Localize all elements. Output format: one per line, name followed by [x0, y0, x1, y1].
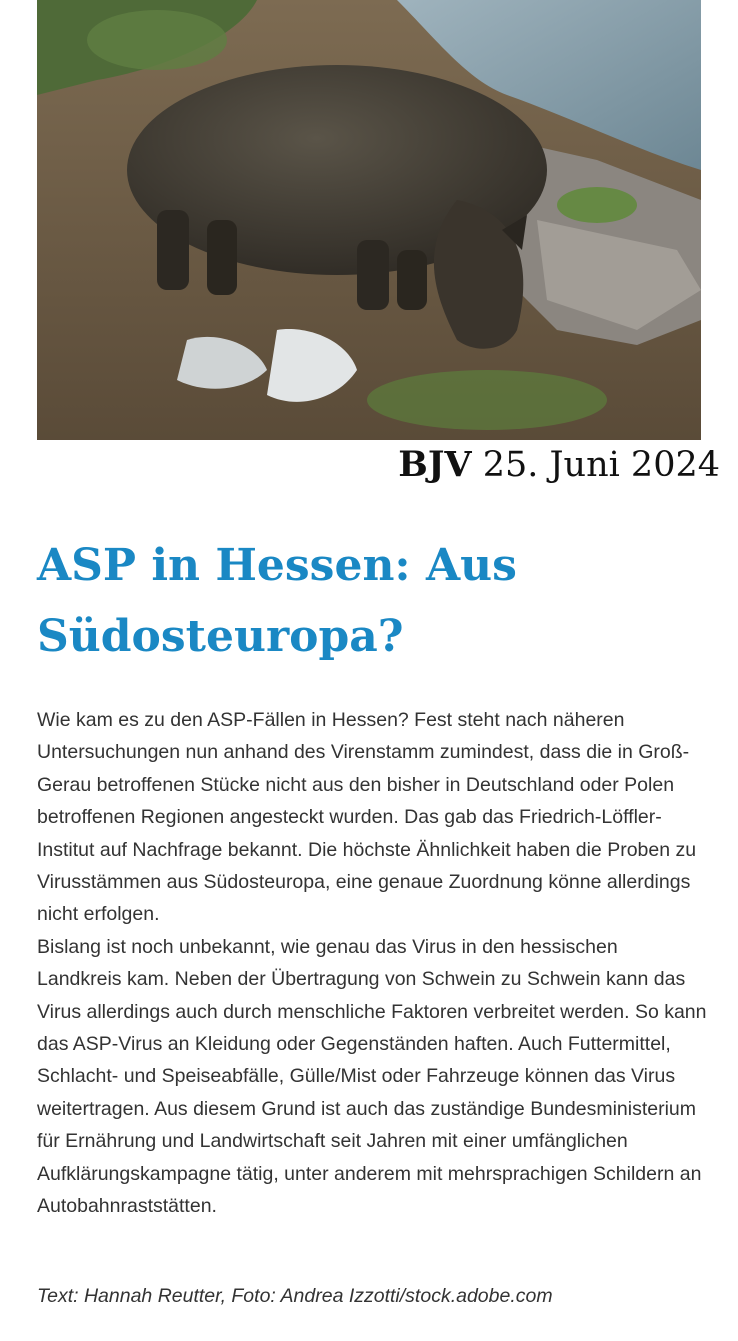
source-date-stamp: [398, 442, 720, 488]
wild-boar-image: [37, 0, 701, 440]
body-paragraph-1: Wie kam es zu den ASP-Fällen in Hessen? Fest steht nach näheren Untersuchungen nun anhand des Virenstamm zumindest, dass die in Groß-Gerau betroffenen Stücke nicht aus den bisher in Deutschland oder Polen betroffenen Regionen angesteckt wurden. Das gab das Friedrich-Löffler-Institut auf Nachfrage bekannt. Die höchste Ähnlichkeit haben die Proben zu Virusstämmen aus Südosteuropa, eine genaue Zuordnung könne allerdings nicht erfolgen.: [37, 709, 697, 926]
article-headline: ASP in Hessen: Aus Südosteuropa?: [37, 540, 517, 662]
article-body: [37, 704, 707, 1223]
publication-date: 25. Juni 2024: [482, 445, 720, 485]
article-photo: [37, 0, 701, 440]
brand-label: BJV: [398, 444, 472, 485]
article-credits: Text: Hannah Reutter, Foto: Andrea Izzotti/stock.adobe.com: [37, 1285, 553, 1307]
body-paragraph-2: Bislang ist noch unbekannt, wie genau das Virus in den hessischen Landkreis kam. Neben der Übertragung von Schwein zu Schwein kann das Virus allerdings auch durch menschliche Faktoren verbreitet werden. So kann das ASP-Virus an Kleidung oder Gegenständen haften. Auch Futtermittel, Schlacht- und Speiseabfälle, Gülle/Mist oder Fahrzeuge können das Virus weitertragen. Aus diesem Grund ist auch das zuständige Bundesministerium für Ernährung und Landwirtschaft seit Jahren mit einer umfänglichen Aufklärungskampagne tätig, unter anderem mit mehrsprachigen Schildern an Autobahnraststätten.: [37, 935, 707, 1218]
